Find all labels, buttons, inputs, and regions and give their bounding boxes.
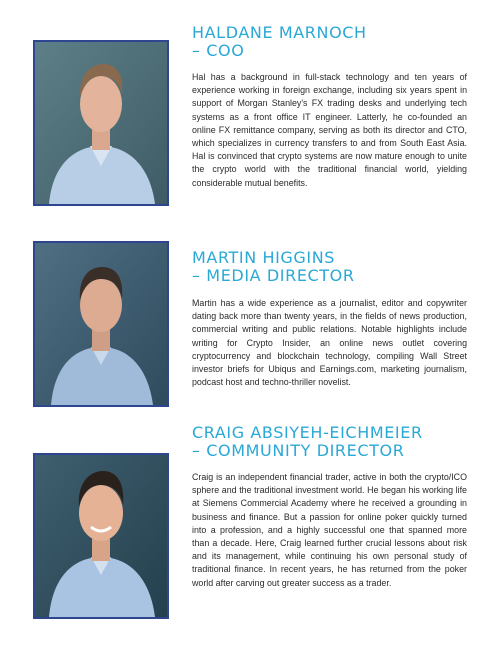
portrait-image	[35, 455, 167, 617]
member-name	[192, 24, 467, 60]
member-photo	[33, 40, 169, 206]
member-bio: Craig is an independent financial trader, active in both the crypto/ICO sphere and the traditional investment world. He began his working life at Siemens Commercial Academy where he received a grounding in business and finance. But a passion for online poker quickly turned into a profession, and a highly successful one that spanned more than a decade. Here, Craig learned further crucial lessons about risk and its management, while continuing his own personal study of traditional finance. In recent years, he has returned from the poker world after carving out greater success as a trader.	[192, 472, 467, 588]
member-bio: Hal has a background in full-stack technology and ten years of experience working in foreign exchange, including six years spent in support of Morgan Stanley's FX trading desks and underlying tech systems as a front office IT engineer. Latterly, he co-founded an online FX remittance company, serving as both its director and CTO, which specializes in currency transfers to and from South East Asia. Hal is convinced that crypto systems are now mature enough to unite the crypto world with the traditional financial world, yielding considerable mutual benefits.	[192, 72, 467, 188]
member-name-line1: HALDANE MARNOCH	[192, 23, 367, 42]
portrait-image	[35, 42, 167, 204]
member-title: – COMMUNITY DIRECTOR	[192, 441, 405, 460]
member-bio: Martin has a wide experience as a journalist, editor and copywriter dating back more than twenty years, in the fields of news production, commercial writing and public relations. Notable highlights include writing for Crypto Insider, an online news outlet covering cryptocurrency and blockchain technology, compiling Wall Street investor briefs for Ubiqus and Earnings.com, marketing journalism, podcast host and techno-thriller novelist.	[192, 298, 467, 388]
portrait-image	[35, 243, 167, 405]
member-photo	[33, 453, 169, 619]
member-name-line1: CRAIG ABSIYEH-EICHMEIER	[192, 423, 423, 442]
member-title: – MEDIA DIRECTOR	[192, 266, 355, 285]
member-name-line1: MARTIN HIGGINS	[192, 248, 336, 267]
member-photo	[33, 241, 169, 407]
member-name	[192, 249, 467, 285]
member-title: – COO	[192, 41, 245, 60]
member-name	[192, 424, 467, 460]
